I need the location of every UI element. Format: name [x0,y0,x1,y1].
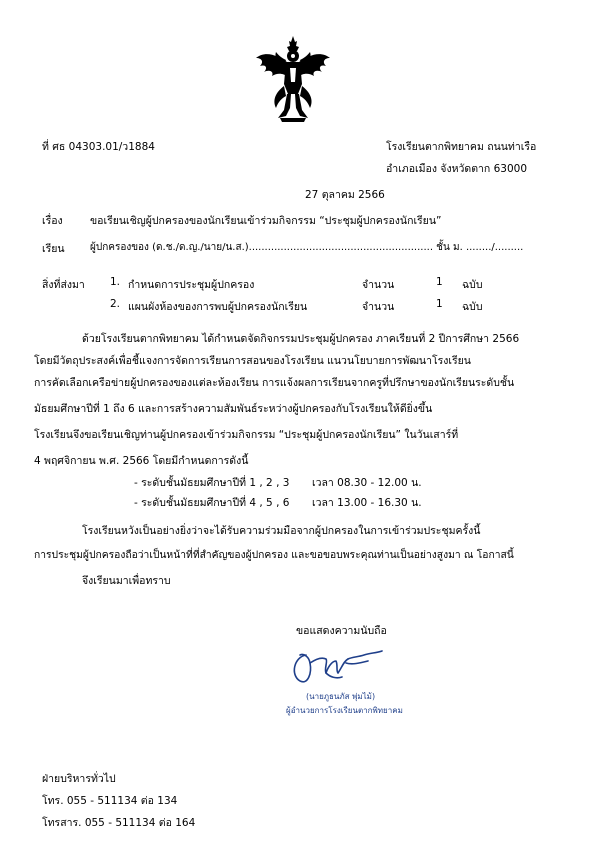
fax-number: โทรสาร. 055 - 511134 ต่อ 164 [42,817,196,829]
body-paragraph-2-line-1: โรงเรียนหวังเป็นอย่างยิ่งว่าจะได้รับความร่วมมือจากผู้ปกครองในการเข้าร่วมประชุมครั้งนี้ [82,525,481,537]
schedule-1-level: - ระดับชั้นมัธยมศึกษาปีที่ 1 , 2 , 3 [134,477,290,489]
body-paragraph-2-line-2: การประชุมผู้ปกครองถือว่าเป็นหน้าที่ที่สำคัญของผู้ปกครอง และขอขอบพระคุณท่านเป็นอย่างสูงมา ณ โอกาสนี้ [34,549,514,561]
signer-title: ผู้อำนวยการโรงเรียนตากพิทยาคม [286,706,403,715]
body-paragraph-1-line-2: โดยมีวัตถุประสงค์เพื่อชี้แจงการจัดการเรียนการสอนของโรงเรียน แนวนโยบายการพัฒนาโรงเรียน [34,355,471,367]
body-paragraph-1-line-6: 4 พฤศจิกายน พ.ศ. 2566 โดยมีกำหนดการดังนี้ [34,455,249,467]
phone-number: โทร. 055 - 511134 ต่อ 134 [42,795,178,807]
body-paragraph-1-line-5: โรงเรียนจึงขอเรียนเชิญท่านผู้ปกครองเข้าร่วมกิจกรรม “ประชุมผู้ปกครองนักเรียน” ในวันเสาร์ที่ [34,429,459,441]
signer-name: (นายภูธนภัส พุ่มไม้) [306,692,376,701]
attachment-1-qty: 1 [436,276,443,288]
sender-address-line2: อำเภอเมือง จังหวัดตาก 63000 [386,163,528,175]
document-number: ที่ ศธ 04303.01/ว1884 [42,141,155,153]
garuda-emblem [254,36,332,122]
attachment-1-qty-label: จำนวน [362,279,395,291]
letter-date: 27 ตุลาคม 2566 [305,189,385,201]
schedule-2-time: เวลา 13.00 - 16.30 น. [312,497,422,509]
sender-address-line1: โรงเรียนตากพิทยาคม ถนนท่าเรือ [386,141,537,153]
attachment-1-unit: ฉบับ [462,279,483,291]
department: ฝ่ายบริหารทั่วไป [42,773,116,785]
attachments-label: สิ่งที่ส่งมา [42,279,85,291]
attachment-2-unit: ฉบับ [462,301,483,313]
attachment-2-qty: 1 [436,298,443,310]
body-paragraph-1-line-4: มัธยมศึกษาปีที่ 1 ถึง 6 และการสร้างความสัมพันธ์ระหว่างผู้ปกครองกับโรงเรียนให้ดียิ่งขึ้น [34,403,433,415]
attachment-2-number: 2. [110,298,121,310]
closing-request: จึงเรียนมาเพื่อทราบ [82,575,171,587]
recipient-label: เรียน [42,243,65,255]
attachment-1-text: กำหนดการประชุมผู้ปกครอง [128,279,255,291]
attachment-1-number: 1. [110,276,121,288]
attachment-2-text: แผนผังห้องของการพบผู้ปกครองนักเรียน [128,301,308,313]
subject-text: ขอเรียนเชิญผู้ปกครองของนักเรียนเข้าร่วมกิจกรรม “ประชุมผู้ปกครองนักเรียน” [90,215,442,227]
schedule-2-level: - ระดับชั้นมัธยมศึกษาปีที่ 4 , 5 , 6 [134,497,290,509]
body-paragraph-1-line-1: ด้วยโรงเรียนตากพิทยาคม ได้กำหนดจัดกิจกรรมประชุมผู้ปกครอง ภาคเรียนที่ 2 ปีการศึกษา 2566 [82,333,520,345]
body-paragraph-1-line-3: การคัดเลือกเครือข่ายผู้ปกครองของแต่ละห้องเรียน การแจ้งผลการเรียนจากครูที่ปรึกษาของนักเรียนระดับชั้น [34,377,515,389]
subject-label: เรื่อง [42,215,63,227]
recipient-text: ผู้ปกครองของ (ด.ช./ด.ญ./นาย/น.ส.).......................................................... ชั้น ม. ......../......... [90,242,524,253]
signature-image [286,645,386,687]
schedule-1-time: เวลา 08.30 - 12.00 น. [312,477,422,489]
closing-salutation: ขอแสดงความนับถือ [296,625,387,637]
attachment-2-qty-label: จำนวน [362,301,395,313]
